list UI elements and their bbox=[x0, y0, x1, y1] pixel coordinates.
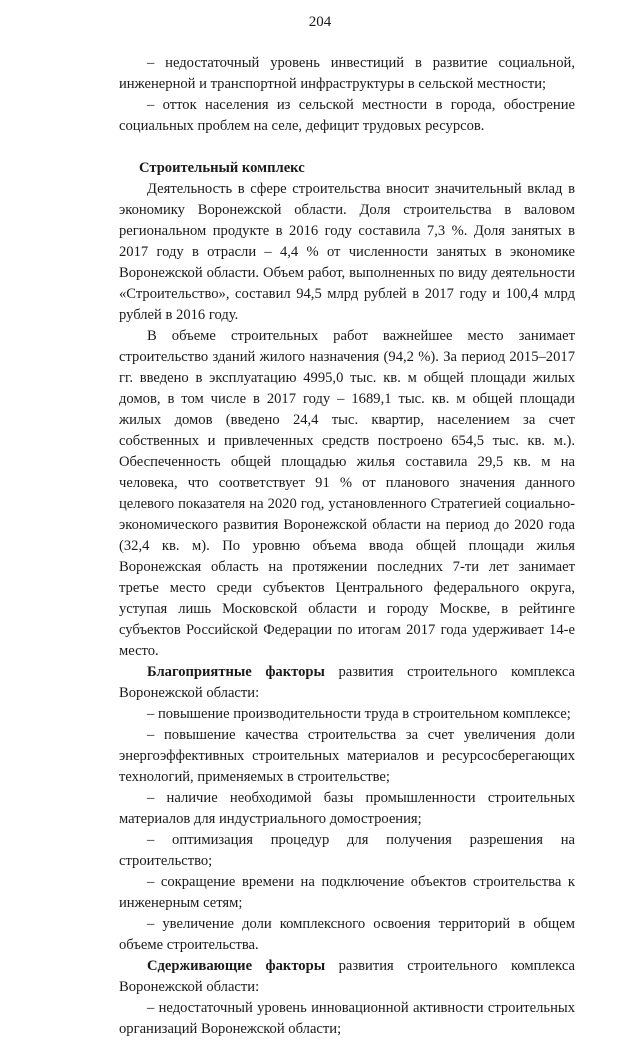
constraining-factors-label: Сдерживающие факторы bbox=[147, 958, 326, 974]
constraining-factors-text: развития строительного комплекса Воронежской области: bbox=[119, 958, 576, 995]
paragraph-construction-overview: Деятельность в сфере строительства вносит значительный вклад в экономику Воронежской области. Доля строительства в валовом региональном продукте в 2016 году составила 7,3 %. Доля занятых в 2017 году в отрасли – 4,4 % от численности занятых в экономике Воронежской области. Объем работ, выполненных по виду деятельности «Строительство», составил 94,5 млрд рублей в 2017 году и 100,4 млрд рублей в 2016 году. bbox=[119, 181, 575, 323]
list-item-quality: – повышение качества строительства за счет увеличения доли энергоэффективных строительных материалов и ресурсосберегающих технологий, применяемых в строительстве; bbox=[119, 727, 575, 785]
list-item-innovation-activity: – недостаточный уровень инновационной активности строительных организаций Воронежской области; bbox=[119, 1000, 575, 1037]
list-item-complex-development: – увеличение доли комплексного освоения территорий в общем объеме строительства. bbox=[119, 916, 575, 953]
list-item-permit-procedures: – оптимизация процедур для получения разрешения на строительство; bbox=[119, 832, 575, 869]
list-item-industrial-base: – наличие необходимой базы промышленности строительных материалов для индустриального домостроения; bbox=[119, 790, 575, 827]
page-number: 204 bbox=[308, 14, 332, 30]
favorable-factors-label: Благоприятные факторы bbox=[147, 664, 325, 680]
list-item-connection-time: – сокращение времени на подключение объектов строительства к инженерным сетям; bbox=[119, 874, 575, 911]
document-body bbox=[119, 53, 575, 1040]
paragraph-constraining-factors-intro bbox=[119, 956, 575, 998]
list-item-population-outflow: – отток населения из сельской местности в города, обострение социальных проблем на селе, дефицит трудовых ресурсов. bbox=[119, 97, 575, 134]
section-heading: Строительный комплекс bbox=[139, 160, 305, 176]
favorable-factors-text: развития строительного комплекса Воронежской области: bbox=[119, 664, 576, 701]
paragraph-housing-construction: В объеме строительных работ важнейшее место занимает строительство зданий жилого назначения (94,2 %). За период 2015–2017 гг. введено в эксплуатацию 4995,0 тыс. кв. м общей площади жилых домов, в том числе в 2017 году – 1689,1 тыс. кв. м общей площади жилых домов (введено 24,4 тыс. квартир, населением за счет собственных и привлеченных средств построено 654,5 тыс. кв. м.). Обеспеченность общей площадью жилья составила 29,5 кв. м на человека, что соответствует 91 % от планового значения данного целевого показателя на 2020 год, установленного Стратегией социально-экономического развития Воронежской области на период до 2020 года (32,4 кв. м). По уровню объема ввода общей площади жилья Воронежская область на протяжении последних 7-ти лет занимает третье место среди субъектов Центрального федерального округа, уступая лишь Московской области и городу Москве, в рейтинге субъектов Российской Федерации по итогам 2017 года удерживает 14-е место. bbox=[119, 328, 575, 659]
list-item-productivity: – повышение производительности труда в строительном комплексе; bbox=[147, 706, 571, 722]
list-item-investment-level: – недостаточный уровень инвестиций в развитие социальной, инженерной и транспортной инфраструктуры в сельской местности; bbox=[119, 55, 575, 92]
paragraph-favorable-factors-intro bbox=[119, 662, 575, 704]
